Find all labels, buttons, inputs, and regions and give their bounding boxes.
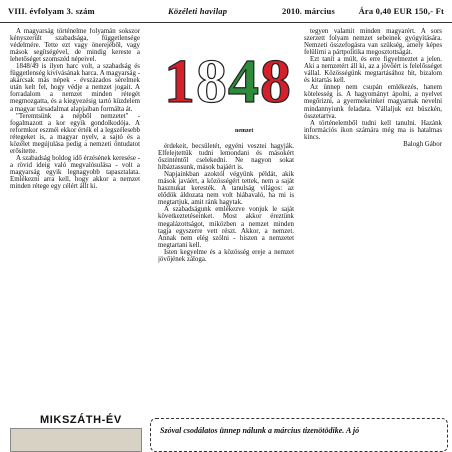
paragraph: tegyen valamit minden magyarért. A sors szerzett folyam nemzet sebeinek gyógyítására. Nemzeti összefogásra van szükség, amely képes felülírni a pártpolitika megosztottságát. bbox=[304, 28, 442, 57]
paragraph: érdekeit, becsületét, egyéni vesztei hagyják. Elfelejtettük tudni lemondani és másokért őszinténtől cselekedni. Ne nagyon sokat hibáztassunk, mások bajáért is. bbox=[158, 143, 294, 172]
paragraph: 1848/49 is ilyen harc volt, a szabadság és függetlenség kivívásának harca. A magyarság - akárcsak más népek - évszázados sérelmek után kelt fel, hogy védje a nemzet jogait. A forradalom a nemzet minden rétegét megmozgatta, és a kiegyezésig tartó küzdelem a magyar társadalmat alapjaiban formálta át. bbox=[10, 63, 140, 113]
article-column-1 bbox=[10, 28, 140, 408]
paragraph: A magyarság történelme folyamán sokszor kényszerült szabadsága, függetlensége védelmére. Tette ezt vagy önerejéből, vagy mások segítségével, de mindig kereste a lehetőséget szomszéd népeivel. bbox=[10, 28, 140, 64]
mikszath-portrait bbox=[10, 428, 142, 452]
paragraph: A történelemből tudni kell tanulni. Hazánk információs ikon számára még ma is hatalmas kincs. bbox=[304, 119, 442, 141]
newspaper-subtitle: Közéleti havilap bbox=[168, 6, 228, 16]
article-column-3 bbox=[304, 28, 442, 408]
volume-issue: VIII. évfolyam 3. szám bbox=[8, 6, 95, 16]
svg-text:1: 1 bbox=[164, 48, 195, 116]
banner-1848 bbox=[160, 28, 296, 140]
article-column-2 bbox=[158, 143, 294, 408]
quote-frame bbox=[150, 418, 448, 452]
year-1848-graphic bbox=[160, 30, 296, 122]
issue-price: Ára 0,40 EUR 150,- Ft bbox=[358, 6, 444, 16]
svg-text:4: 4 bbox=[228, 48, 259, 116]
paragraph: "Teremtsünk a népből nemzetet" - fogalmazott a kor egyik gondolkodója. A reformkor eszméi ekkor érték el a legszélesebb rétegeket is, a magyar nyelv, a sajtó és a közélet megújulása pedig a nemzeti öntudatot erősítette. bbox=[10, 112, 140, 155]
paragraph: Napjainkban azoktól végyünk példát, akik mások javáért, a közösségért tettek, nem a saját hasznukat keresték. A tanulság világos: az elődök áldozata nem volt hiábavaló, ha mi is megtartjuk, amit ránk hagytak. bbox=[158, 171, 294, 207]
newspaper-header bbox=[0, 0, 452, 23]
mikszath-heading: MIKSZÁTH-ÉV bbox=[40, 414, 122, 426]
banner-caption: nemzet bbox=[235, 128, 254, 134]
author-signature: Balogh Gábor bbox=[403, 140, 442, 148]
svg-text:8: 8 bbox=[196, 48, 227, 116]
mikszath-quote: Szóval csodálatos ünnep nálunk a március tizenötödike. A jó bbox=[160, 426, 360, 435]
paragraph: A szabadság boldog idő érzésének keresése - a rövid ideig való megvalósulása - volt a magyarság egyik legnagyobb tapasztalata. Emlékezni arra kell, hogy akkor a nemzet minden rétege egy célért állt ki. bbox=[10, 154, 140, 191]
svg-text:8: 8 bbox=[260, 48, 291, 116]
issue-date: 2010. március bbox=[282, 6, 335, 16]
paragraph: A szabadságunk emlékezve vonjuk le saját következtetéseinket. Most akkor éreztünk megalázottságot, miközben a nemzet minden tagja egyszerre vett részt. Akkor, a nemzet. Annak nem elég szólni - hiszen a nemzetet megtartani kell. bbox=[158, 206, 294, 249]
paragraph: Az ünnep nem csupán emlékezés, hanem kötelesség is. A hagyományt ápolni, a nyelvet megőrizni, a gyermekeinket magyarnak nevelni mindannyiunk feladata. Vállaljuk ezt büszkén, összetartva. bbox=[304, 84, 442, 120]
paragraph: Isten kegyelme és a közösség ereje a nemzet jövőjének záloga. bbox=[158, 248, 294, 263]
paragraph: Ezt tanít a múlt, és erre figyelmeztet a jelen. Aki a nemzetért áll ki, az a jövőért is felelősséget vállal. Közösségünk megtartásához hit, bizalom és kitartás kell. bbox=[304, 56, 442, 85]
